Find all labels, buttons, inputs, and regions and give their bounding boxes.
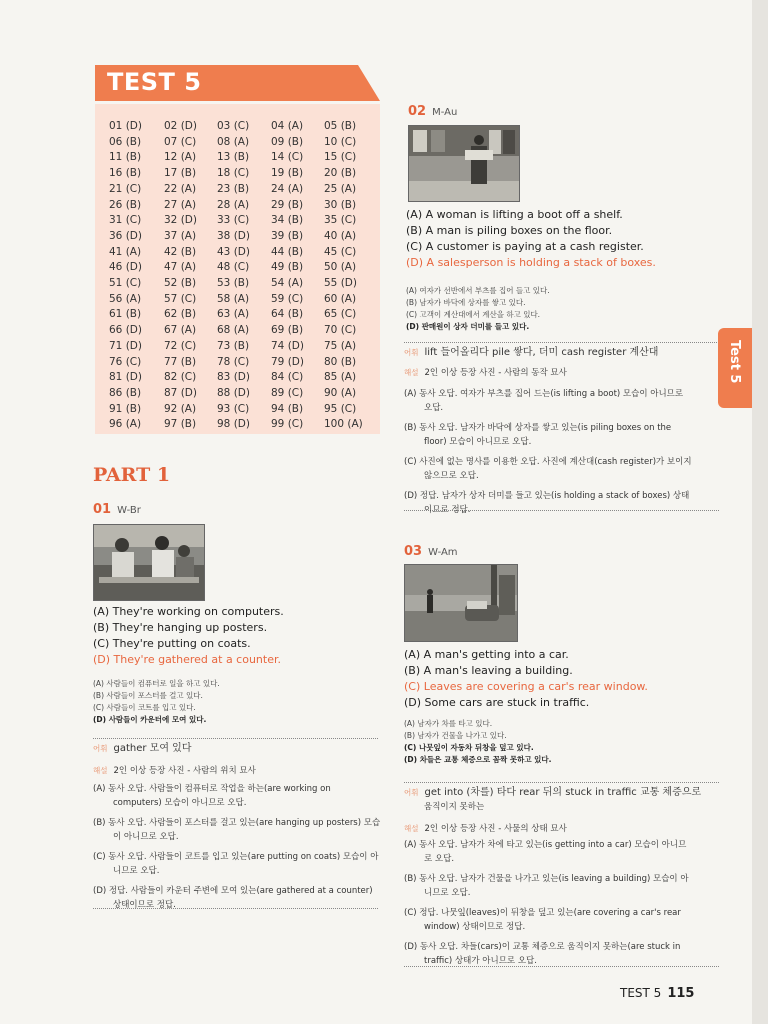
vocab-line: 어휘 gather 모여 있다 (93, 743, 192, 754)
answer-key-cell: 24 (A) (271, 182, 304, 195)
answer-key-row (109, 340, 379, 356)
question-number: 03 (404, 544, 423, 559)
explanation-line: (A) 동사 오답. 사람들이 컴퓨터로 작업을 하는(are working on (93, 784, 331, 794)
explanation-line: 이므로 정답. (424, 505, 471, 515)
answer-key-cell: 57 (C) (164, 292, 197, 305)
answer-key-row (109, 261, 379, 277)
answer-key-cell: 04 (A) (271, 120, 304, 132)
vocab-line-continued: 움직이지 못하는 (424, 802, 485, 812)
answer-key-cell: 46 (D) (109, 261, 142, 274)
answer-option: (B) A man's leaving a building. (404, 664, 573, 677)
answer-key-cell: 91 (B) (109, 402, 142, 415)
answer-key-cell: 43 (D) (217, 245, 250, 258)
answer-key-cell: 13 (B) (217, 151, 250, 164)
speaker-tag: W-Am (428, 547, 458, 558)
answer-key-cell: 02 (D) (164, 120, 197, 132)
translation-line: (B) 남자가 건물을 나가고 있다. (404, 731, 507, 740)
answer-key-row (109, 136, 379, 152)
explanation-line: 니므로 오답. (424, 888, 471, 898)
answer-key-cell: 29 (B) (271, 198, 304, 211)
answer-key-cell: 35 (C) (324, 214, 357, 227)
answer-key-cell: 47 (A) (164, 261, 197, 274)
answer-option: (D) They're gathered at a counter. (93, 653, 281, 666)
translation-line: (B) 사람들이 포스터를 걸고 있다. (93, 691, 203, 700)
photo-leaves-on-car (404, 564, 518, 642)
footer-label: TEST 5 (620, 986, 662, 1000)
answer-key-cell: 26 (B) (109, 198, 142, 211)
answer-key-cell: 75 (A) (324, 339, 357, 352)
question-number: 02 (408, 104, 427, 119)
answer-key-cell: 28 (A) (217, 198, 250, 211)
answer-key-cell: 14 (C) (271, 151, 304, 164)
answer-key-row (109, 214, 379, 230)
answer-key-cell: 52 (B) (164, 277, 197, 289)
answer-key-cell: 08 (A) (217, 135, 250, 148)
answer-key-row (109, 324, 379, 340)
answer-key-cell: 11 (B) (109, 151, 142, 164)
answer-key-cell: 77 (B) (164, 355, 197, 368)
answer-key-row (109, 277, 379, 293)
explanation-line: traffic) 상태가 아니므로 오답. (424, 956, 537, 966)
explanation-line: 않으므로 오답. (424, 471, 479, 481)
answer-key-cell: 86 (B) (109, 386, 142, 399)
answer-key-cell: 42 (B) (164, 245, 197, 258)
answer-key-cell: 85 (A) (324, 371, 357, 384)
answer-key-cell: 22 (A) (164, 182, 197, 195)
explanation-line: 이 아니므로 오답. (113, 832, 179, 842)
answer-key-cell: 59 (C) (271, 292, 304, 305)
answer-key-cell: 56 (A) (109, 292, 142, 305)
explanation-title: 해설 2인 이상 등장 사진 - 사람의 동작 묘사 (404, 368, 567, 378)
answer-option: (D) A salesperson is holding a stack of boxes. (406, 256, 656, 269)
answer-key-cell: 31 (C) (109, 214, 142, 227)
answer-key-cell: 05 (B) (324, 120, 357, 132)
answer-option: (C) A customer is paying at a cash register. (406, 240, 644, 253)
answer-key-cell: 21 (C) (109, 182, 142, 195)
question-number: 01 (93, 502, 112, 517)
speaker-tag: W-Br (117, 505, 141, 516)
explanation-line: (A) 동사 오답. 남자가 차에 타고 있는(is getting into a car) 모습이 아니므 (404, 840, 687, 850)
answer-key-cell: 74 (D) (271, 339, 304, 352)
answer-key-cell: 87 (D) (164, 386, 197, 399)
answer-key-row (109, 199, 379, 215)
answer-key-cell: 55 (D) (324, 277, 357, 289)
answer-key-row (109, 387, 379, 403)
answer-key-cell: 78 (C) (217, 355, 250, 368)
answer-key-cell: 53 (B) (217, 277, 250, 289)
answer-key-cell: 72 (C) (164, 339, 197, 352)
page-footer (620, 986, 694, 1001)
explanation-line: (C) 사진에 없는 명사를 이용한 오답. 사진에 계산대(cash register)가 보이지 (404, 457, 692, 467)
answer-key-cell: 99 (C) (271, 418, 304, 431)
explanation-line: 니므로 오답. (113, 866, 160, 876)
page-gutter (752, 0, 768, 1024)
answer-key-cell: 48 (C) (217, 261, 250, 274)
answer-key-cell: 73 (B) (217, 339, 250, 352)
answer-key-cell: 58 (A) (217, 292, 250, 305)
answer-key-cell: 44 (B) (271, 245, 304, 258)
translation-line: (A) 여자가 선반에서 부츠를 집어 들고 있다. (406, 286, 550, 295)
answer-key-row (109, 120, 379, 136)
answer-key-cell: 64 (B) (271, 308, 304, 321)
answer-key-cell: 84 (C) (271, 371, 304, 384)
question-header-01 (93, 502, 141, 517)
photo-salesperson-boxes (408, 125, 520, 202)
answer-key-cell: 63 (A) (217, 308, 250, 321)
test-title: TEST 5 (107, 68, 202, 96)
answer-key-cell: 67 (A) (164, 324, 197, 337)
page-number: 115 (667, 986, 695, 1001)
answer-key-cell: 45 (C) (324, 245, 357, 258)
answer-key-cell: 41 (A) (109, 245, 142, 258)
answer-key-row (109, 356, 379, 372)
answer-key-row (109, 183, 379, 199)
answer-key-cell: 61 (B) (109, 308, 142, 321)
answer-key-cell: 07 (C) (164, 135, 197, 148)
answer-key-cell: 70 (C) (324, 324, 357, 337)
explanation-line: (C) 정답. 나뭇잎(leaves)이 뒤창을 덮고 있는(are covering a car's rear (404, 908, 681, 918)
answer-key-cell: 40 (A) (324, 229, 357, 242)
answer-option: (B) They're hanging up posters. (93, 621, 268, 634)
answer-key-cell: 03 (C) (217, 120, 250, 132)
explanation-line: (A) 동사 오답. 여자가 부츠를 집어 드는(is lifting a boot) 모습이 아니므로 (404, 389, 684, 399)
answer-key-table (95, 104, 380, 434)
answer-key-cell: 06 (B) (109, 135, 142, 148)
answer-key-cell: 16 (B) (109, 167, 142, 180)
answer-key-row (109, 167, 379, 183)
answer-key-cell: 20 (B) (324, 167, 357, 180)
translation-line: (D) 차들은 교통 체증으로 꼼짝 못하고 있다. (404, 755, 552, 764)
answer-key-row (109, 308, 379, 324)
answer-key-row (109, 230, 379, 246)
answer-key-cell: 69 (B) (271, 324, 304, 337)
answer-option: (B) A man is piling boxes on the floor. (406, 224, 613, 237)
answer-key-cell: 50 (A) (324, 261, 357, 274)
answer-key-cell: 49 (B) (271, 261, 304, 274)
answer-key-cell: 81 (D) (109, 371, 142, 384)
explanation-line: (D) 정답. 사람들이 카운터 주변에 모여 있는(are gathered at a counter) (93, 886, 373, 896)
explanation-line: computers) 모습이 아니므로 오답. (113, 798, 247, 808)
vocab-line: 어휘 get into (차를) 타다 rear 뒤의 stuck in traffic 교통 체증으로 (404, 787, 702, 798)
answer-key-cell: 25 (A) (324, 182, 357, 195)
answer-key-cell: 27 (A) (164, 198, 197, 211)
answer-key-cell: 17 (B) (164, 167, 197, 180)
answer-option: (C) They're putting on coats. (93, 637, 251, 650)
answer-key-cell: 09 (B) (271, 135, 304, 148)
answer-key-cell: 96 (A) (109, 418, 142, 431)
answer-key-cell: 83 (D) (217, 371, 250, 384)
answer-key-cell: 38 (D) (217, 229, 250, 242)
question-header-02 (408, 104, 457, 119)
explanation-line: (C) 동사 오답. 사람들이 코트를 입고 있는(are putting on coats) 모습이 아 (93, 852, 379, 862)
answer-key-cell: 68 (A) (217, 324, 250, 337)
answer-key-cell: 97 (B) (164, 418, 197, 431)
translation-line: (D) 판매원이 상자 더미를 들고 있다. (406, 322, 530, 331)
translation-line: (A) 사람들이 컴퓨터로 일을 하고 있다. (93, 679, 220, 688)
answer-key-row (109, 418, 379, 434)
photo-people-at-counter (93, 524, 205, 601)
explanation-line: (B) 동사 오답. 사람들이 포스터를 걸고 있는(are hanging up posters) 모습 (93, 818, 381, 828)
answer-key-cell: 100 (A) (324, 418, 363, 431)
explanation-line: window) 상태이므로 정답. (424, 922, 526, 932)
answer-option: (A) A woman is lifting a boot off a shelf. (406, 208, 623, 221)
explanation-title: 해설 2인 이상 등장 사진 - 사물의 상태 묘사 (404, 824, 567, 834)
explanation-line: (D) 정답. 남자가 상자 더미를 들고 있는(is holding a stack of boxes) 상태 (404, 491, 690, 501)
answer-key-row (109, 403, 379, 419)
answer-key-cell: 18 (C) (217, 167, 250, 180)
explanation-title: 해설 2인 이상 등장 사진 - 사람의 위치 묘사 (93, 766, 256, 776)
answer-key-cell: 93 (C) (217, 402, 250, 415)
answer-key-row (109, 293, 379, 309)
answer-key-cell: 34 (B) (271, 214, 304, 227)
answer-key-cell: 32 (D) (164, 214, 197, 227)
answer-key-cell: 33 (C) (217, 214, 250, 227)
answer-key-cell: 98 (D) (217, 418, 250, 431)
answer-key-cell: 82 (C) (164, 371, 197, 384)
answer-key-cell: 01 (D) (109, 120, 142, 132)
answer-key-cell: 54 (A) (271, 277, 304, 289)
answer-key-row (109, 246, 379, 262)
explanation-line: 상태이므로 정답. (113, 900, 176, 910)
vocab-line: 어휘 lift 들어올리다 pile 쌓다, 더미 cash register 계산대 (404, 347, 659, 358)
answer-key-cell: 88 (D) (217, 386, 250, 399)
speaker-tag: M-Au (432, 107, 458, 118)
translation-line: (C) 사람들이 코트를 입고 있다. (93, 703, 196, 712)
translation-line: (C) 나뭇잎이 자동차 뒤창을 덮고 있다. (404, 743, 534, 752)
answer-key-cell: 65 (C) (324, 308, 357, 321)
answer-key-cell: 60 (A) (324, 292, 357, 305)
answer-key-cell: 30 (B) (324, 198, 357, 211)
explanation-line: (D) 동사 오답. 차들(cars)이 교통 체증으로 움직이지 못하는(are stuck in (404, 942, 681, 952)
answer-key-cell: 89 (C) (271, 386, 304, 399)
answer-option: (A) A man's getting into a car. (404, 648, 569, 661)
answer-option: (C) Leaves are covering a car's rear window. (404, 680, 648, 693)
answer-option: (A) They're working on computers. (93, 605, 284, 618)
part-title: PART 1 (93, 464, 171, 486)
answer-key-cell: 80 (B) (324, 355, 357, 368)
answer-key-cell: 90 (A) (324, 386, 357, 399)
answer-key-cell: 94 (B) (271, 402, 304, 415)
answer-option: (D) Some cars are stuck in traffic. (404, 696, 590, 709)
answer-key-cell: 95 (C) (324, 402, 357, 415)
answer-key-cell: 15 (C) (324, 151, 357, 164)
answer-key-cell: 37 (A) (164, 229, 197, 242)
answer-key-cell: 12 (A) (164, 151, 197, 164)
translation-line: (C) 고객이 계산대에서 계산을 하고 있다. (406, 310, 541, 319)
side-tab: Test 5 (718, 328, 752, 408)
explanation-line: 로 오답. (424, 854, 455, 864)
answer-key-cell: 51 (C) (109, 277, 142, 289)
translation-line: (A) 남자가 차를 타고 있다. (404, 719, 493, 728)
answer-key-cell: 66 (D) (109, 324, 142, 337)
answer-key-cell: 76 (C) (109, 355, 142, 368)
answer-key-cell: 79 (D) (271, 355, 304, 368)
explanation-line: floor) 모습이 아니므로 오답. (424, 437, 532, 447)
answer-key-cell: 71 (D) (109, 339, 142, 352)
answer-key-cell: 62 (B) (164, 308, 197, 321)
question-header-03 (404, 544, 458, 559)
explanation-line: (B) 동사 오답. 남자가 건물을 나가고 있는(is leaving a building) 모습이 아 (404, 874, 689, 884)
answer-key-row (109, 151, 379, 167)
answer-key-cell: 39 (B) (271, 229, 304, 242)
answer-key-cell: 92 (A) (164, 402, 197, 415)
answer-key-cell: 36 (D) (109, 229, 142, 242)
answer-key-cell: 19 (B) (271, 167, 304, 180)
explanation-line: (B) 동사 오답. 남자가 바닥에 상자를 쌓고 있는(is piling boxes on the (404, 423, 672, 433)
translation-line: (B) 남자가 바닥에 상자를 쌓고 있다. (406, 298, 526, 307)
translation-line: (D) 사람들이 카운터에 모여 있다. (93, 715, 207, 724)
answer-key-cell: 10 (C) (324, 135, 357, 148)
answer-key-row (109, 371, 379, 387)
test-title-banner (95, 65, 380, 101)
answer-key-cell: 23 (B) (217, 182, 250, 195)
explanation-line: 오답. (424, 403, 444, 413)
